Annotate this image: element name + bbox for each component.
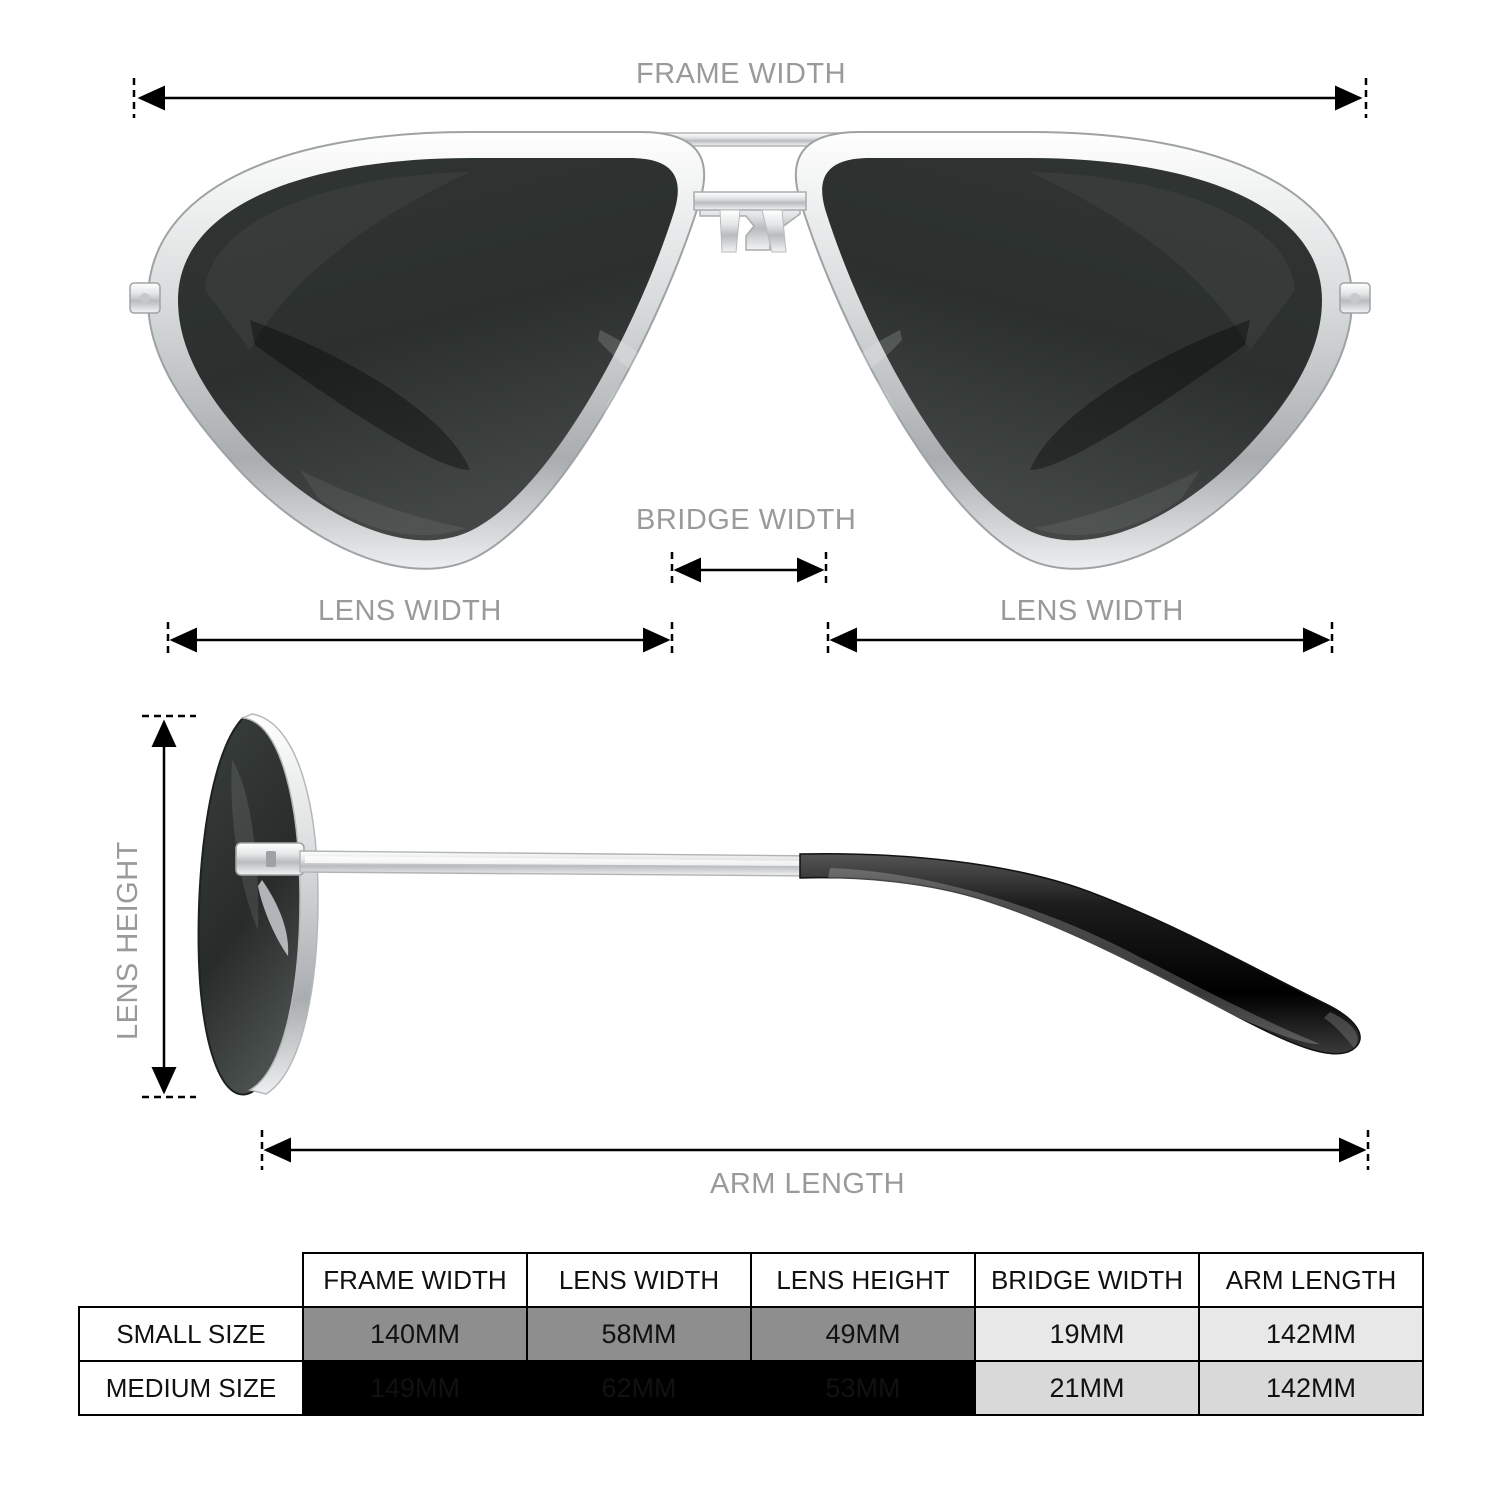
column-header-lens-height: LENS HEIGHT [751, 1253, 975, 1307]
medium-frame-width-value: 149MM [303, 1361, 527, 1415]
small-arm-length-value: 142MM [1199, 1307, 1423, 1361]
table-corner-cell [79, 1253, 303, 1307]
side-view-glasses [199, 714, 1361, 1094]
table-header-row [79, 1253, 1423, 1307]
table-row [79, 1361, 1423, 1415]
small-lens-height-value: 49MM [751, 1307, 975, 1361]
bridge-width-dimension [672, 552, 826, 588]
lens-height-label: LENS HEIGHT [112, 841, 144, 1040]
lens-width-left-label: LENS WIDTH [318, 595, 502, 627]
medium-lens-height-value: 53MM [751, 1361, 975, 1415]
table-row [79, 1307, 1423, 1361]
small-frame-width-value: 140MM [303, 1307, 527, 1361]
column-header-lens-width: LENS WIDTH [527, 1253, 751, 1307]
arm-length-dimension [262, 1130, 1368, 1170]
medium-lens-width-value: 62MM [527, 1361, 751, 1415]
medium-arm-length-value: 142MM [1199, 1361, 1423, 1415]
medium-bridge-width-value: 21MM [975, 1361, 1199, 1415]
lens-width-right-label: LENS WIDTH [1000, 595, 1184, 627]
small-bridge-width-value: 19MM [975, 1307, 1199, 1361]
row-header-medium-size: MEDIUM SIZE [79, 1361, 303, 1415]
column-header-arm-length: ARM LENGTH [1199, 1253, 1423, 1307]
frame-width-label: FRAME WIDTH [636, 58, 847, 90]
bridge-width-label: BRIDGE WIDTH [636, 504, 857, 536]
column-header-frame-width: FRAME WIDTH [303, 1253, 527, 1307]
small-lens-width-value: 58MM [527, 1307, 751, 1361]
column-header-bridge-width: BRIDGE WIDTH [975, 1253, 1199, 1307]
row-header-small-size: SMALL SIZE [79, 1307, 303, 1361]
arm-length-label: ARM LENGTH [710, 1168, 906, 1200]
lens-height-dimension [142, 716, 196, 1097]
size-spec-table [78, 1252, 1424, 1416]
